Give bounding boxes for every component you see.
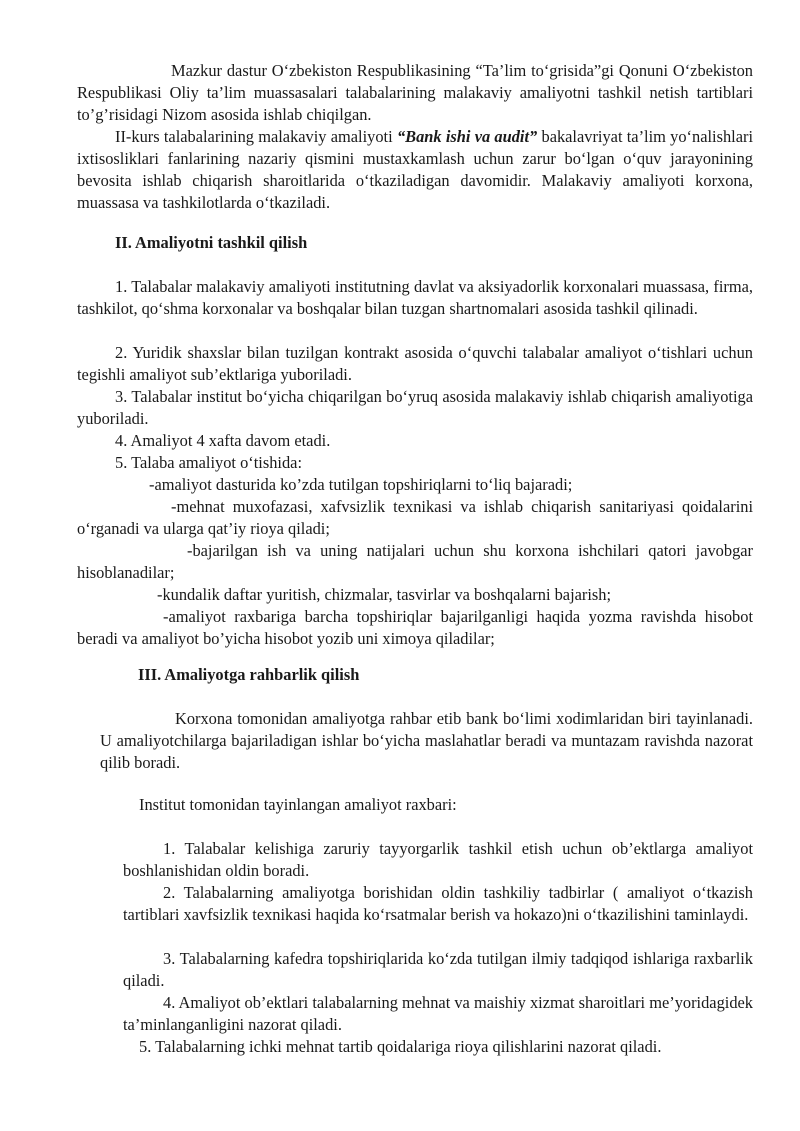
intro-paragraph-1: Mazkur dastur O‘zbekiston Respublikasining “Ta’lim to‘grisida”gi Qonuni O‘zbekiston Respublikasi Oliy ta’lim muassasalari talabalarining malakaviy amaliyotni tashkil netish tartiblari to’g’risidagi Nizom asosida ishlab chiqilgan.	[77, 61, 753, 124]
section-3-item-2: 2. Talabalarning amaliyotga borishidan oldin tashkiliy tadbirlar ( amaliyot o‘tkazish tartiblari xavfsizlik texnikasi haqida ko‘rsatmalar berish va hokazo)ni o‘tkazilishini taminlaydi.	[123, 883, 753, 924]
section-3-paragraph-1: Korxona tomonidan amaliyotga rahbar etib bank bo‘limi xodimlaridan biri tayinlanadi. U amaliyotchilarga bajariladigan ishlar bo‘yicha maslahatlar beradi va muntazam ravishda nazorat qilib boradi.	[100, 709, 753, 772]
duty-item-5: -amaliyot raxbariga barcha topshiriqlar bajarilganligi haqida yozma ravishda hisobot beradi va amaliyot bo’yicha hisobot yozib uni ximoya qiladilar;	[77, 607, 753, 648]
section-3-item-3: 3. Talabalarning kafedra topshiriqlarida ko‘zda tutilgan ilmiy tadqiqod ishlariga raxbarlik qiladi.	[123, 949, 753, 990]
section-2-heading: II. Amaliyotni tashkil qilish	[115, 233, 308, 252]
duty-item-3: -bajarilgan ish va uning natijalari uchun shu korxona ishchilari qatori javobgar hisoblanadilar;	[77, 541, 753, 582]
section-2-item-3: 3. Talabalar institut bo‘yicha chiqarilgan bo‘yruq asosida malakaviy ishlab chiqarish amaliyotiga yuboriladi.	[77, 387, 753, 428]
course-name-emphasis: “Bank ishi va audit”	[396, 127, 538, 146]
section-3-item-4: 4. Amaliyot ob’ektlari talabalarning mehnat va maishiy xizmat sharoitlari me’yoridagidek ta’minlanganligini nazorat qiladi.	[123, 993, 753, 1034]
duty-item-4: -kundalik daftar yuritish, chizmalar, tasvirlar va boshqalarni bajarish;	[157, 585, 612, 604]
intro-p2-start: II-kurs talabalarining malakaviy amaliyoti	[115, 127, 397, 146]
section-2-item-1: 1. Talabalar malakaviy amaliyoti institutning davlat va aksiyadorlik korxonalari muassasa, firma, tashkilot, qo‘shma korxonalar va boshqalar bilan tuzgan shartnomalari asosida tashkil qilinadi.	[77, 277, 753, 318]
duty-item-1: -amaliyot dasturida ko’zda tutilgan topshiriqlarni to‘liq bajaradi;	[149, 475, 573, 494]
section-3-paragraph-2: Institut tomonidan tayinlangan amaliyot raxbari:	[139, 795, 457, 814]
section-3-item-5: 5. Talabalarning ichki mehnat tartib qoidalariga rioya qilishlarini nazorat qiladi.	[139, 1037, 662, 1056]
section-3-item-1: 1. Talabalar kelishiga zaruriy tayyorgarlik tashkil etish uchun ob’ektlarga amaliyot boshlanishidan oldin boradi.	[123, 839, 753, 880]
duty-item-2: -mehnat muxofazasi, xafvsizlik texnikasi va ishlab chiqarish sanitariyasi qoidalarini o‘rganadi va ularga qat’iy rioya qiladi;	[77, 497, 753, 538]
intro-p2-end: bakalavriyat ta’lim yo‘nalishlari ixtisosliklari fanlarining nazariy qismini mustaxkamlash uchun zarur bo‘lgan o‘quv jarayonining bevosita ishlab chiqarish sharoitlarida o‘tkaziladigan davomidir. Malakaviy amaliyoti korxona, muassasa va tashkilotlarda o‘tkaziladi.	[77, 127, 754, 212]
section-2-item-5: 5. Talaba amaliyot o‘tishida:	[115, 453, 302, 472]
section-2-item-4: 4. Amaliyot 4 xafta davom etadi.	[115, 431, 331, 450]
intro-paragraph-2	[77, 126, 753, 214]
section-3-heading: III. Amaliyotga rahbarlik qilish	[138, 665, 360, 684]
section-2-item-2: 2. Yuridik shaxslar bilan tuzilgan kontrakt asosida o‘quvchi talabalar amaliyot o‘tishlari uchun tegishli amaliyot sub’ektlariga yuboriladi.	[77, 343, 753, 384]
